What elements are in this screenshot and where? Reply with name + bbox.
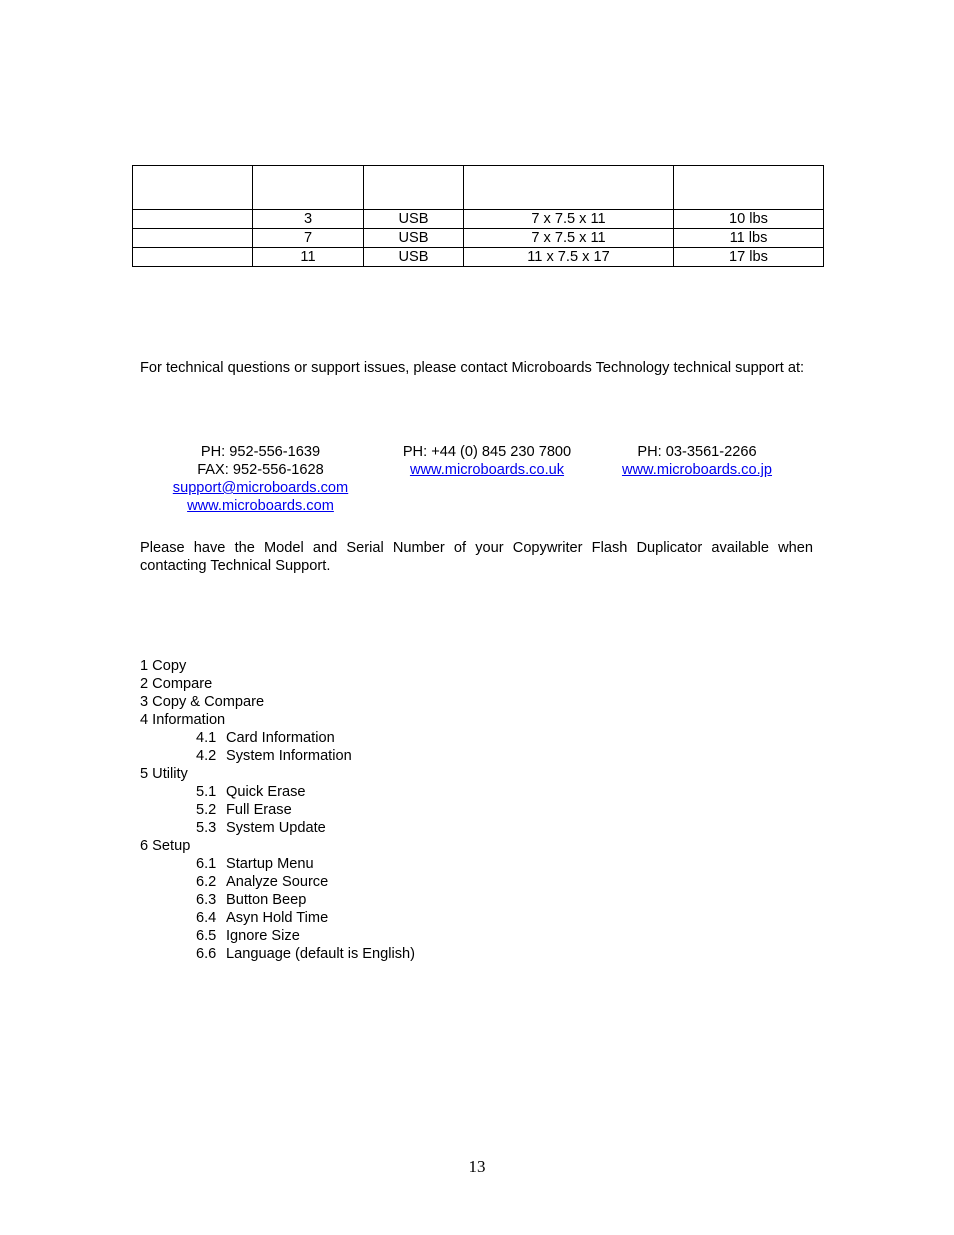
model-cell xyxy=(133,210,253,229)
menu-item xyxy=(140,657,415,675)
dimensions-cell: 7 x 7.5 x 11 xyxy=(464,210,674,229)
dimensions-cell: 11 x 7.5 x 17 xyxy=(464,248,674,267)
us-fax: FAX: 952-556-1628 xyxy=(197,462,324,478)
model-cell xyxy=(133,248,253,267)
submenu-label: System Update xyxy=(226,820,326,836)
us-email-link[interactable]: support@microboards.com xyxy=(172,480,349,496)
dimensions-cell: 7 x 7.5 x 11 xyxy=(464,229,674,248)
targets-cell: 7 xyxy=(253,229,364,248)
submenu-item xyxy=(140,909,415,927)
menu-item xyxy=(140,765,415,783)
model-cell xyxy=(133,229,253,248)
submenu-number: 6.1 xyxy=(196,856,217,872)
submenu-label: Asyn Hold Time xyxy=(226,910,329,926)
submenu-number: 6.6 xyxy=(196,946,217,962)
menu-item-label: 1 Copy xyxy=(140,658,187,674)
submenu-item xyxy=(140,801,415,819)
submenu-label: Analyze Source xyxy=(226,874,329,890)
interface-cell: USB xyxy=(364,229,464,248)
menu-item-label: 5 Utility xyxy=(140,766,188,782)
spec-header-cell xyxy=(464,166,674,210)
contact-uk xyxy=(382,443,592,479)
submenu-label: Button Beep xyxy=(226,892,307,908)
weight-cell: 10 lbs xyxy=(674,210,824,229)
jp-web-link[interactable]: www.microboards.co.jp xyxy=(621,462,773,478)
menu-item-label: 2 Compare xyxy=(140,676,213,692)
submenu-number: 6.2 xyxy=(196,874,217,890)
spec-header-cell xyxy=(674,166,824,210)
submenu-number: 4.1 xyxy=(196,730,217,746)
page-number: 13 xyxy=(468,1157,486,1176)
submenu-item xyxy=(140,729,415,747)
jp-phone: PH: 03-3561-2266 xyxy=(637,444,757,460)
serial-note-paragraph: Please have the Model and Serial Number of your Copywriter Flash Duplicator available when contacting Technical Support. xyxy=(140,540,813,574)
menu-item-label: 4 Information xyxy=(140,712,226,728)
submenu-number: 6.5 xyxy=(196,928,217,944)
menu-tree xyxy=(140,657,415,963)
targets-cell: 11 xyxy=(253,248,364,267)
spec-header-cell xyxy=(364,166,464,210)
submenu-number: 5.3 xyxy=(196,820,217,836)
submenu-item xyxy=(140,819,415,837)
submenu-label: Card Information xyxy=(226,730,335,746)
submenu-label: Ignore Size xyxy=(226,928,300,944)
submenu-item xyxy=(140,891,415,909)
menu-item xyxy=(140,693,415,711)
submenu-item xyxy=(140,945,415,963)
us-phone: PH: 952-556-1639 xyxy=(200,444,321,460)
submenu-label: Full Erase xyxy=(226,802,292,818)
table-row xyxy=(133,229,824,248)
spec-header-cell xyxy=(253,166,364,210)
submenu-item xyxy=(140,747,415,765)
interface-cell: USB xyxy=(364,210,464,229)
weight-cell: 11 lbs xyxy=(674,229,824,248)
menu-item-label: 3 Copy & Compare xyxy=(140,694,265,710)
table-row xyxy=(133,210,824,229)
menu-item xyxy=(140,711,415,729)
uk-phone: PH: +44 (0) 845 230 7800 xyxy=(402,444,572,460)
targets-cell: 3 xyxy=(253,210,364,229)
submenu-item xyxy=(140,855,415,873)
uk-web-link[interactable]: www.microboards.co.uk xyxy=(409,462,565,478)
menu-item-label: 6 Setup xyxy=(140,838,191,854)
submenu-label: Language (default is English) xyxy=(226,946,416,962)
submenu-label: Quick Erase xyxy=(226,784,306,800)
menu-item xyxy=(140,675,415,693)
submenu-item xyxy=(140,927,415,945)
us-web-link[interactable]: www.microboards.com xyxy=(187,498,334,514)
contact-us xyxy=(140,443,381,515)
contact-jp xyxy=(597,443,797,479)
submenu-number: 6.3 xyxy=(196,892,217,908)
menu-item xyxy=(140,837,415,855)
submenu-item xyxy=(140,783,415,801)
spec-table-header-row xyxy=(133,166,824,210)
table-row xyxy=(133,248,824,267)
submenu-number: 5.1 xyxy=(196,784,217,800)
submenu-number: 4.2 xyxy=(196,748,217,764)
submenu-label: Startup Menu xyxy=(226,856,314,872)
submenu-number: 6.4 xyxy=(196,910,217,926)
support-intro-paragraph: For technical questions or support issues, please contact Microboards Technology technical support at: xyxy=(140,360,805,376)
submenu-item xyxy=(140,873,415,891)
spec-header-cell xyxy=(133,166,253,210)
weight-cell: 17 lbs xyxy=(674,248,824,267)
submenu-label: System Information xyxy=(226,748,352,764)
interface-cell: USB xyxy=(364,248,464,267)
submenu-number: 5.2 xyxy=(196,802,217,818)
spec-table xyxy=(132,165,824,267)
